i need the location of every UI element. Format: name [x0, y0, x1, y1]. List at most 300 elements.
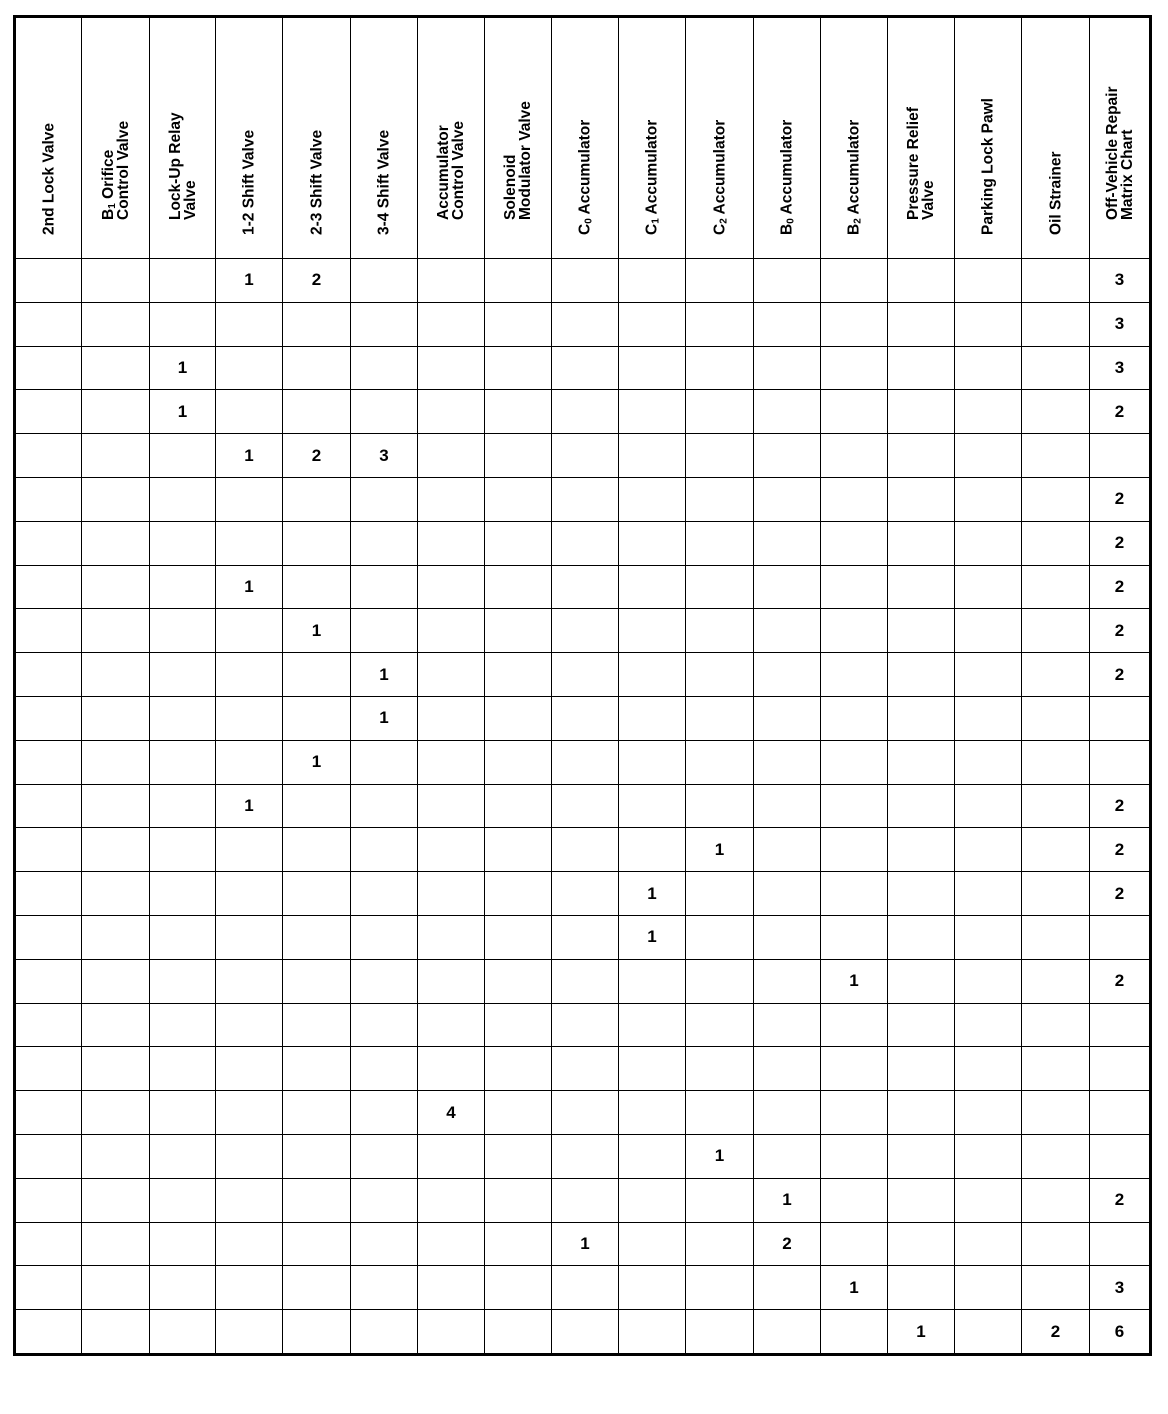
matrix-cell — [351, 828, 418, 872]
column-header — [283, 17, 351, 259]
table-row — [15, 696, 1151, 740]
table-row — [15, 565, 1151, 609]
matrix-cell — [1090, 1003, 1151, 1047]
matrix-cell — [216, 346, 283, 390]
matrix-cell — [150, 1310, 216, 1355]
table-row — [15, 390, 1151, 434]
matrix-cell — [485, 828, 552, 872]
matrix-cell — [821, 477, 888, 521]
table-row — [15, 259, 1151, 303]
matrix-cell — [1022, 959, 1090, 1003]
matrix-cell: 2 — [1090, 565, 1151, 609]
matrix-cell — [1022, 696, 1090, 740]
matrix-cell — [150, 1003, 216, 1047]
matrix-cell — [216, 302, 283, 346]
matrix-cell — [351, 1222, 418, 1266]
matrix-cell — [351, 1266, 418, 1310]
matrix-cell — [1022, 1222, 1090, 1266]
matrix-cell — [821, 1091, 888, 1135]
matrix-cell — [955, 1310, 1022, 1355]
matrix-cell — [552, 915, 619, 959]
matrix-cell — [754, 434, 821, 478]
matrix-cell — [686, 390, 754, 434]
column-header — [754, 17, 821, 259]
matrix-cell — [216, 828, 283, 872]
matrix-cell — [216, 1310, 283, 1355]
matrix-cell — [351, 1091, 418, 1135]
matrix-cell: 2 — [1022, 1310, 1090, 1355]
matrix-cell — [15, 1178, 82, 1222]
matrix-cell — [418, 565, 485, 609]
matrix-cell: 2 — [1090, 477, 1151, 521]
matrix-cell — [821, 696, 888, 740]
matrix-cell — [552, 872, 619, 916]
matrix-cell — [619, 959, 686, 1003]
matrix-cell — [283, 915, 351, 959]
matrix-cell — [754, 696, 821, 740]
column-header-label: Oil Strainer — [1047, 151, 1064, 235]
matrix-cell — [351, 390, 418, 434]
matrix-cell — [955, 1178, 1022, 1222]
matrix-cell — [686, 1222, 754, 1266]
matrix-cell — [150, 740, 216, 784]
matrix-cell — [888, 696, 955, 740]
matrix-cell: 1 — [351, 696, 418, 740]
matrix-cell — [686, 1047, 754, 1091]
matrix-cell — [1090, 740, 1151, 784]
matrix-cell — [888, 521, 955, 565]
matrix-cell — [418, 609, 485, 653]
table-row — [15, 828, 1151, 872]
matrix-cell: 2 — [1090, 828, 1151, 872]
matrix-cell — [888, 784, 955, 828]
matrix-cell — [15, 696, 82, 740]
matrix-cell — [418, 653, 485, 697]
matrix-cell — [955, 259, 1022, 303]
matrix-cell — [283, 346, 351, 390]
matrix-cell — [821, 259, 888, 303]
matrix-cell — [888, 434, 955, 478]
matrix-cell — [418, 1266, 485, 1310]
matrix-cell — [619, 1266, 686, 1310]
matrix-cell — [619, 784, 686, 828]
matrix-cell — [1090, 1222, 1151, 1266]
matrix-cell — [686, 346, 754, 390]
matrix-cell — [82, 1222, 150, 1266]
matrix-cell — [888, 1003, 955, 1047]
matrix-cell: 2 — [1090, 784, 1151, 828]
matrix-cell — [418, 477, 485, 521]
matrix-cell — [418, 259, 485, 303]
matrix-cell — [283, 653, 351, 697]
column-header-label: Off-Vehicle Repair Matrix Chart — [1103, 86, 1136, 220]
matrix-cell — [82, 609, 150, 653]
matrix-cell — [150, 1222, 216, 1266]
matrix-cell — [15, 1266, 82, 1310]
column-header-label: Pressure Relief Valve — [905, 107, 937, 220]
matrix-cell — [1022, 302, 1090, 346]
matrix-cell — [485, 477, 552, 521]
matrix-cell — [485, 1266, 552, 1310]
matrix-cell — [351, 1047, 418, 1091]
matrix-cell — [418, 784, 485, 828]
matrix-cell — [686, 784, 754, 828]
matrix-cell — [418, 740, 485, 784]
matrix-cell — [686, 740, 754, 784]
matrix-cell — [619, 1047, 686, 1091]
matrix-cell — [485, 259, 552, 303]
matrix-cell — [485, 653, 552, 697]
column-header — [351, 17, 418, 259]
matrix-cell — [955, 784, 1022, 828]
matrix-cell — [955, 959, 1022, 1003]
column-header-label: $B_0$ Accumulator — [778, 119, 797, 235]
matrix-cell — [686, 915, 754, 959]
matrix-cell — [15, 915, 82, 959]
matrix-cell: 1 — [283, 740, 351, 784]
column-header — [485, 17, 552, 259]
matrix-cell — [1022, 915, 1090, 959]
matrix-cell — [754, 259, 821, 303]
matrix-cell — [15, 872, 82, 916]
matrix-cell — [754, 959, 821, 1003]
matrix-cell — [821, 390, 888, 434]
matrix-cell — [619, 1222, 686, 1266]
matrix-cell — [888, 828, 955, 872]
matrix-cell: 3 — [1090, 1266, 1151, 1310]
matrix-cell — [351, 1134, 418, 1178]
matrix-cell — [888, 959, 955, 1003]
matrix-cell — [82, 346, 150, 390]
matrix-cell — [686, 259, 754, 303]
matrix-cell — [418, 1003, 485, 1047]
matrix-cell: 2 — [754, 1222, 821, 1266]
matrix-cell — [15, 390, 82, 434]
matrix-cell — [351, 1003, 418, 1047]
matrix-cell — [351, 872, 418, 916]
matrix-cell — [485, 1134, 552, 1178]
column-header-label: Solenoid Modulator Valve — [502, 101, 534, 220]
matrix-cell: 2 — [1090, 390, 1151, 434]
matrix-cell — [888, 346, 955, 390]
column-header-label: $C_0$ Accumulator — [576, 119, 595, 235]
matrix-cell — [351, 740, 418, 784]
matrix-cell — [1022, 828, 1090, 872]
matrix-cell — [283, 1178, 351, 1222]
matrix-cell — [552, 1266, 619, 1310]
matrix-cell — [1022, 1003, 1090, 1047]
matrix-body — [15, 259, 1151, 1355]
matrix-cell — [1022, 872, 1090, 916]
matrix-cell — [15, 521, 82, 565]
matrix-cell — [888, 1266, 955, 1310]
matrix-cell — [1090, 696, 1151, 740]
matrix-cell — [888, 915, 955, 959]
matrix-cell — [351, 1178, 418, 1222]
table-row — [15, 872, 1151, 916]
matrix-cell — [754, 653, 821, 697]
matrix-cell — [216, 1134, 283, 1178]
matrix-cell — [821, 1222, 888, 1266]
matrix-cell — [821, 346, 888, 390]
matrix-cell — [82, 915, 150, 959]
matrix-cell — [955, 653, 1022, 697]
matrix-cell — [15, 1222, 82, 1266]
matrix-cell — [888, 1091, 955, 1135]
matrix-cell — [418, 828, 485, 872]
matrix-cell — [619, 1091, 686, 1135]
matrix-cell — [485, 521, 552, 565]
matrix-cell — [888, 653, 955, 697]
matrix-cell — [754, 872, 821, 916]
matrix-cell — [82, 1091, 150, 1135]
matrix-cell — [485, 959, 552, 1003]
column-header — [15, 17, 82, 259]
matrix-cell — [552, 784, 619, 828]
matrix-cell — [619, 302, 686, 346]
matrix-cell — [150, 1047, 216, 1091]
matrix-cell — [955, 915, 1022, 959]
matrix-cell — [552, 521, 619, 565]
matrix-cell — [216, 653, 283, 697]
matrix-cell — [283, 1047, 351, 1091]
matrix-cell — [552, 1178, 619, 1222]
matrix-cell — [821, 653, 888, 697]
matrix-cell — [754, 390, 821, 434]
matrix-cell — [619, 565, 686, 609]
matrix-cell — [418, 959, 485, 1003]
column-header — [82, 17, 150, 259]
matrix-cell — [283, 1266, 351, 1310]
matrix-cell — [686, 565, 754, 609]
column-header — [955, 17, 1022, 259]
matrix-cell — [552, 609, 619, 653]
matrix-cell — [686, 1003, 754, 1047]
matrix-cell — [686, 696, 754, 740]
matrix-cell — [418, 521, 485, 565]
matrix-cell — [552, 696, 619, 740]
matrix-cell — [552, 1003, 619, 1047]
matrix-cell — [888, 609, 955, 653]
column-header — [1090, 17, 1151, 259]
matrix-cell — [1090, 1047, 1151, 1091]
matrix-cell — [552, 1310, 619, 1355]
matrix-cell — [754, 828, 821, 872]
matrix-cell — [955, 1134, 1022, 1178]
matrix-cell — [686, 1266, 754, 1310]
matrix-cell — [418, 1222, 485, 1266]
matrix-cell: 2 — [283, 259, 351, 303]
matrix-cell — [888, 477, 955, 521]
matrix-cell — [150, 259, 216, 303]
matrix-cell — [82, 696, 150, 740]
matrix-cell: 1 — [754, 1178, 821, 1222]
matrix-cell — [150, 872, 216, 916]
matrix-cell — [821, 434, 888, 478]
matrix-cell — [552, 477, 619, 521]
matrix-cell — [283, 784, 351, 828]
matrix-cell — [686, 959, 754, 1003]
matrix-cell — [150, 565, 216, 609]
matrix-cell — [955, 434, 1022, 478]
matrix-cell: 2 — [1090, 653, 1151, 697]
matrix-cell — [351, 302, 418, 346]
table-row — [15, 1178, 1151, 1222]
matrix-cell — [216, 915, 283, 959]
matrix-cell — [888, 1134, 955, 1178]
column-header-label: Lock-Up Relay Valve — [166, 112, 199, 220]
matrix-cell — [150, 828, 216, 872]
matrix-cell: 1 — [686, 1134, 754, 1178]
matrix-cell — [686, 521, 754, 565]
matrix-cell: 2 — [1090, 1178, 1151, 1222]
matrix-cell — [216, 521, 283, 565]
matrix-cell — [82, 959, 150, 1003]
matrix-cell — [351, 609, 418, 653]
matrix-cell — [283, 696, 351, 740]
matrix-cell — [485, 784, 552, 828]
matrix-cell — [283, 872, 351, 916]
matrix-cell — [754, 477, 821, 521]
header-row — [15, 17, 1151, 259]
matrix-cell — [552, 259, 619, 303]
matrix-cell — [686, 1178, 754, 1222]
matrix-cell — [821, 872, 888, 916]
matrix-cell — [485, 1003, 552, 1047]
matrix-cell — [754, 915, 821, 959]
matrix-cell — [283, 1003, 351, 1047]
matrix-cell — [955, 696, 1022, 740]
matrix-cell — [552, 346, 619, 390]
matrix-cell — [754, 1091, 821, 1135]
matrix-cell — [888, 872, 955, 916]
matrix-cell — [150, 521, 216, 565]
matrix-cell — [821, 565, 888, 609]
matrix-cell — [754, 302, 821, 346]
matrix-cell — [955, 1266, 1022, 1310]
matrix-cell — [619, 390, 686, 434]
table-row — [15, 1091, 1151, 1135]
column-header-label: 3-4 Shift Valve — [375, 129, 393, 235]
matrix-cell — [821, 302, 888, 346]
matrix-cell — [1022, 565, 1090, 609]
matrix-cell — [955, 390, 1022, 434]
matrix-cell — [283, 828, 351, 872]
table-row — [15, 1047, 1151, 1091]
matrix-cell — [150, 434, 216, 478]
matrix-cell — [216, 872, 283, 916]
matrix-cell — [619, 346, 686, 390]
matrix-cell — [686, 477, 754, 521]
matrix-cell — [351, 346, 418, 390]
matrix-cell — [150, 653, 216, 697]
matrix-cell — [686, 609, 754, 653]
matrix-cell — [351, 784, 418, 828]
matrix-cell — [485, 915, 552, 959]
matrix-cell — [283, 959, 351, 1003]
matrix-cell — [418, 434, 485, 478]
matrix-cell — [485, 346, 552, 390]
matrix-cell — [552, 565, 619, 609]
matrix-cell — [150, 915, 216, 959]
matrix-cell: 1 — [216, 565, 283, 609]
matrix-cell — [821, 609, 888, 653]
matrix-cell — [754, 784, 821, 828]
matrix-cell — [82, 565, 150, 609]
matrix-cell — [283, 1222, 351, 1266]
matrix-cell — [485, 1310, 552, 1355]
matrix-cell — [418, 1134, 485, 1178]
matrix-cell: 1 — [619, 915, 686, 959]
table-row — [15, 521, 1151, 565]
column-header — [552, 17, 619, 259]
matrix-cell — [15, 1310, 82, 1355]
column-header-label: 2nd Lock Valve — [40, 123, 57, 235]
matrix-cell — [15, 828, 82, 872]
table-row — [15, 1266, 1151, 1310]
matrix-cell: 3 — [1090, 259, 1151, 303]
matrix-cell — [150, 959, 216, 1003]
matrix-cell — [1022, 1047, 1090, 1091]
column-header-label: $B_1$ Orifice Control Valve — [99, 120, 132, 220]
matrix-cell — [754, 1047, 821, 1091]
column-header — [216, 17, 283, 259]
matrix-cell — [619, 653, 686, 697]
matrix-cell — [82, 828, 150, 872]
matrix-cell — [351, 521, 418, 565]
matrix-cell — [150, 696, 216, 740]
matrix-cell — [1022, 346, 1090, 390]
matrix-cell: 1 — [283, 609, 351, 653]
matrix-cell — [82, 259, 150, 303]
matrix-cell — [150, 1091, 216, 1135]
matrix-cell — [955, 609, 1022, 653]
matrix-chart — [13, 15, 1152, 1356]
matrix-cell — [418, 1047, 485, 1091]
matrix-cell — [283, 1310, 351, 1355]
matrix-cell — [821, 1134, 888, 1178]
column-header-label: $B_2$ Accumulator — [845, 119, 864, 235]
matrix-cell: 3 — [351, 434, 418, 478]
matrix-cell — [1090, 434, 1151, 478]
matrix-cell — [82, 302, 150, 346]
matrix-cell — [82, 1134, 150, 1178]
matrix-cell: 1 — [216, 434, 283, 478]
matrix-cell — [1022, 1134, 1090, 1178]
matrix-cell — [82, 434, 150, 478]
matrix-cell — [955, 565, 1022, 609]
matrix-cell — [15, 740, 82, 784]
matrix-cell — [283, 1091, 351, 1135]
matrix-cell — [15, 959, 82, 1003]
matrix-cell: 1 — [150, 390, 216, 434]
matrix-cell — [955, 477, 1022, 521]
matrix-cell — [552, 959, 619, 1003]
matrix-cell — [552, 828, 619, 872]
column-header-label: $C_1$ Accumulator — [643, 119, 662, 235]
matrix-cell — [283, 521, 351, 565]
matrix-cell — [15, 653, 82, 697]
matrix-cell — [418, 390, 485, 434]
matrix-cell — [418, 872, 485, 916]
matrix-cell: 4 — [418, 1091, 485, 1135]
matrix-cell — [955, 1222, 1022, 1266]
matrix-cell — [216, 959, 283, 1003]
column-header — [150, 17, 216, 259]
column-header — [686, 17, 754, 259]
matrix-cell: 2 — [1090, 959, 1151, 1003]
matrix-cell — [485, 1047, 552, 1091]
